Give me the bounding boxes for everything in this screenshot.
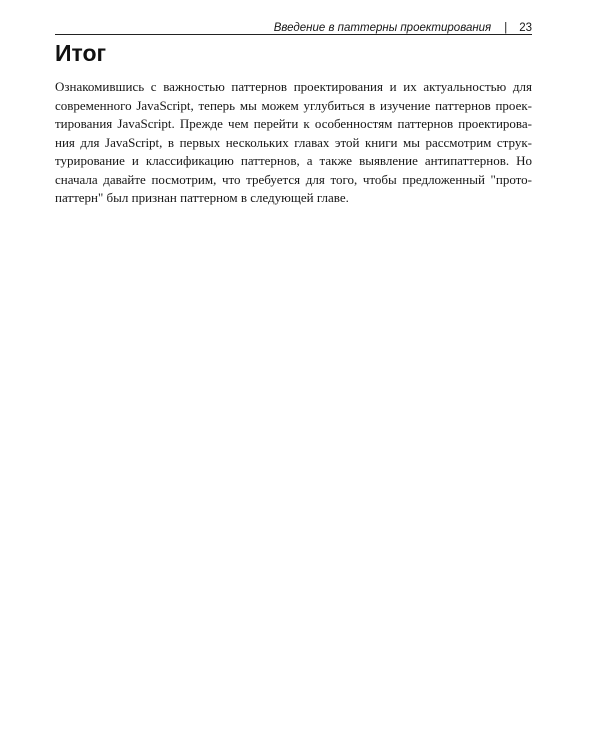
paragraph-line: ния для JavaScript, в первых нескольких главах этой книги мы рассмотрим струк- (55, 134, 532, 150)
paragraph-line: тирования JavaScript. Прежде чем перейти к особенностям паттернов проектирова- (55, 116, 532, 131)
page-number: 23 (519, 22, 532, 34)
running-header (55, 14, 532, 34)
section-heading: Итог (55, 40, 107, 66)
header-rule (55, 34, 532, 35)
paragraph-line: турирование и классификацию паттернов, а также выявление антипаттернов. Но (55, 153, 532, 168)
paragraph-line: Ознакомившись с важностью паттернов проектирования и их актуальностью для (55, 79, 532, 94)
body-paragraph (55, 78, 532, 208)
paragraph-line: современного JavaScript, теперь мы можем углубиться в изучение паттернов проек- (55, 97, 532, 113)
paragraph-line: паттерн" был признан паттерном в следующей главе. (55, 190, 349, 205)
paragraph-line: сначала давайте посмотрим, что требуется для того, чтобы предложенный "прото- (55, 171, 532, 187)
running-head-separator: | (504, 22, 508, 34)
running-head-title: Введение в паттерны проектирования (273, 22, 492, 34)
